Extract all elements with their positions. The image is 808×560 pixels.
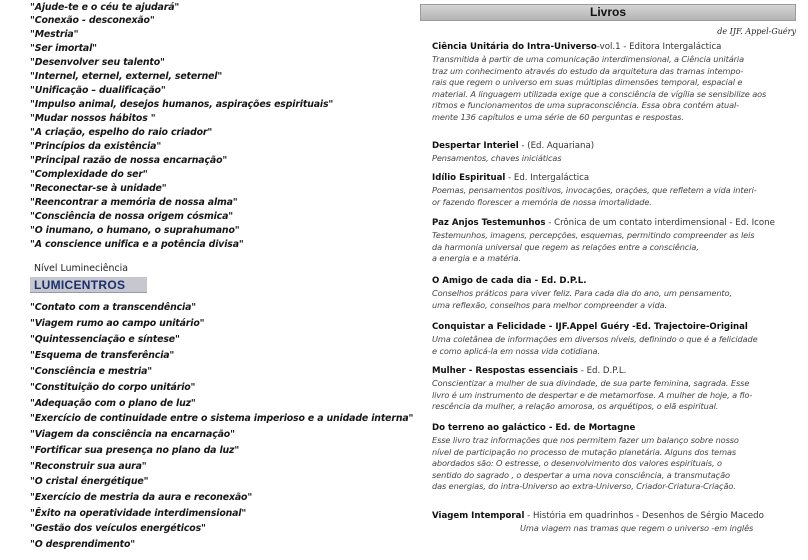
book-description-line: da harmonia universal que regem as relações entre a consciência,	[432, 241, 699, 252]
talk-item: "Consciência de nossa origem cósmica"	[30, 211, 233, 222]
book-description-line: rais que regem o universo em suas múltiplas dimensões temporal, espacial e	[432, 77, 743, 88]
talk-item: "Reconstruir sua aura"	[30, 461, 147, 472]
book-title	[432, 422, 635, 434]
book-title	[432, 41, 721, 53]
book-description-line: Conselhos práticos para viver feliz. Para cada dia do ano, um pensamento,	[432, 288, 732, 298]
talk-item: "Êxito na operatividade interdimensional"	[30, 508, 247, 519]
book-title	[432, 172, 589, 184]
book-title	[432, 275, 587, 287]
book-description	[432, 54, 800, 124]
book-description-line: a energia e a matéria.	[432, 253, 521, 264]
books-header-label: Livros	[589, 5, 626, 19]
talk-item: "Esquema de transferência"	[30, 350, 175, 361]
talk-item: "Complexidade do ser"	[30, 169, 148, 180]
book-description-line: Conscientizar a mulher de sua divindade, de sua parte feminina, sagrada. Esse	[432, 378, 750, 388]
book-description	[432, 185, 800, 208]
book-description-line: Testemunhos, imagens, percepções, esquemas, permitindo compreender as leis	[432, 230, 755, 240]
talk-item: "O cristal énergétique"	[30, 476, 149, 487]
book-description-line: traz um conhecimento através do estudo da arquitetura das tramas intempo-	[432, 65, 744, 76]
talk-item: "Desenvolver seu talento"	[30, 57, 165, 68]
talk-item: "Exercício de mestria da aura e reconexão"	[30, 492, 253, 503]
talk-item: "Quintessenciação e síntese"	[30, 334, 180, 345]
book-description-line: nível de participação no processo de mutação planetária. Alguns dos temas	[432, 446, 737, 457]
talk-item: "Reconectar-se à unidade"	[30, 183, 167, 194]
book-description-line: or fazendo florescer a memória de nossa imortalidade.	[432, 196, 652, 207]
book-description	[432, 334, 800, 357]
book-title	[432, 365, 626, 377]
book-description-line: e como aplicá-la em nossa vida cotidiana.	[432, 345, 600, 356]
talk-item: "Unificação – dualificação"	[30, 85, 166, 96]
book-title-text: Despertar Interiel	[432, 141, 519, 151]
book-description-line: Transmitida à partir de uma comunicação interdimensional, a Ciência unitária	[432, 54, 744, 64]
talk-item: "Mudar nossos hábitos "	[30, 113, 156, 124]
talk-item: "Consciência e mestria"	[30, 366, 153, 377]
book-description-line: rescência da mulher, a relação amorosa, os arquétipos, o elã espiritual.	[432, 401, 719, 412]
book-description-line: sentido do sagrado , o despertar a uma nova consciência, a transmutação	[432, 469, 730, 480]
book-description-line: Poemas, pensamentos positivos, invocações, orações, que refletem a vida interi-	[432, 185, 757, 195]
book-description-line: Pensamentos, chaves iniciáticas	[432, 153, 562, 163]
talk-item: "Principal razão de nossa encarnação"	[30, 155, 228, 166]
talk-item: "Constituição do corpo unitário"	[30, 382, 196, 393]
talk-item: "A criação, espelho do raio criador"	[30, 127, 213, 138]
book-description-line: livro é um instrumento de despertar e de metamorfose. A mulher de hoje, a flo-	[432, 389, 753, 400]
book-title-text: O Amigo de cada dia - Ed. D.P.L.	[432, 276, 587, 286]
lumicentros-header-label: LUMICENTROS	[34, 278, 126, 292]
book-description-line: Uma viagem nas tramas que regem o universo -em inglês	[520, 523, 754, 533]
talk-item: "Reencontrar a memória de nossa alma"	[30, 197, 238, 208]
talk-item: "Ser imortal"	[30, 43, 97, 54]
book-title-text: Viagem Intemporal	[432, 511, 525, 521]
talk-item: "Princípios da existência"	[30, 141, 162, 152]
talk-item: "Contato com a transcendência"	[30, 302, 196, 313]
book-title	[432, 217, 775, 229]
book-title-text: Paz Anjos Testemunhos	[432, 218, 546, 228]
lumicentros-header	[30, 277, 147, 293]
book-title-text: Idílio Espiritual	[432, 173, 506, 183]
book-description	[432, 153, 800, 165]
book-description	[432, 230, 800, 265]
book-title-suffix: - História em quadrinhos - Desenhos de Sérgio Macedo	[524, 511, 764, 521]
book-title-suffix: - (Ed. Aquariana)	[518, 141, 595, 151]
book-description	[432, 288, 800, 311]
book-description-line: mente 136 capítulos e uma série de 60 perguntas e respostas.	[432, 111, 684, 122]
book-title-text: Ciência Unitária do Intra-Universo	[432, 42, 597, 52]
book-description-line: abordados são: O estresse, o desenvolvimento dos valores espirituais, o	[432, 458, 722, 469]
book-title	[432, 140, 594, 152]
talk-item: "Viagem rumo ao campo unitário"	[30, 318, 205, 329]
book-description-line: das energias, do intra-Universo ao extra-Universo, Criador-Criatura-Criação.	[432, 481, 736, 492]
book-description	[520, 523, 800, 535]
book-title	[432, 510, 764, 522]
talk-item: "Ajude-te e o céu te ajudará"	[30, 2, 180, 13]
talk-item: "Internel, eternel, externel, seternel"	[30, 71, 223, 82]
book-description-line: Esse livro traz informações que nos permitem fazer um balanço sobre nosso	[432, 435, 739, 445]
book-description-line: material. A linguagem utilizada exige que a consciência de vígília se sensibilize aos	[432, 88, 767, 99]
talk-item: "Conexão - desconexão"	[30, 15, 155, 26]
book-description-line: uma reflexão, conselhos para melhor compreender a vida.	[432, 299, 668, 310]
books-header	[420, 4, 796, 21]
book-description	[432, 378, 800, 413]
talk-item: "Exercício de continuidade entre o sistema imperioso e a unidade interna"	[30, 413, 414, 424]
book-title-suffix: - Ed. Intergaláctica	[505, 173, 590, 183]
talk-item: "Mestria"	[30, 29, 79, 40]
talk-item: "Viagem da consciência na encarnação"	[30, 429, 235, 440]
book-title-text: Mulher - Respostas essenciais	[432, 366, 579, 376]
talk-item: "Adequação com o plano de luz"	[30, 398, 196, 409]
talk-item: "A conscience unifica e a potência divisa"	[30, 239, 244, 250]
book-title-suffix: - Ed. D.P.L.	[578, 366, 627, 376]
talk-item: "Fortificar sua presença no plano da luz"	[30, 445, 240, 456]
talk-item: "Impulso animal, desejos humanos, aspirações espirituais"	[30, 99, 334, 110]
book-title	[432, 321, 748, 333]
book-title-suffix: -vol.1 - Editora Intergaláctica	[596, 42, 722, 52]
talk-item: "O inumano, o humano, o suprahumano"	[30, 225, 240, 236]
book-description	[432, 435, 800, 493]
book-title-text: Do terreno ao galáctico - Ed. de Mortagne	[432, 423, 636, 433]
book-description-line: Uma coletânea de informações em diversos níveis, definindo o que é a felicidade	[432, 334, 758, 344]
book-title-text: Conquistar a Felicidade - IJF.Appel Guéry -Ed. Trajectoire-Original	[432, 322, 748, 332]
level-label: Nível Lumineciência	[34, 263, 128, 274]
book-description-line: ritmos e funcionamentos de uma supraconsciência. Essa obra contém atual-	[432, 100, 740, 111]
books-author: de IJF. Appel-Guéry	[717, 27, 796, 36]
talk-item: "Gestão dos veículos energéticos"	[30, 523, 206, 534]
talk-item: "O desprendimento"	[30, 539, 135, 550]
book-title-suffix: - Crônica de um contato interdimensional - Ed. Icone	[545, 218, 775, 228]
